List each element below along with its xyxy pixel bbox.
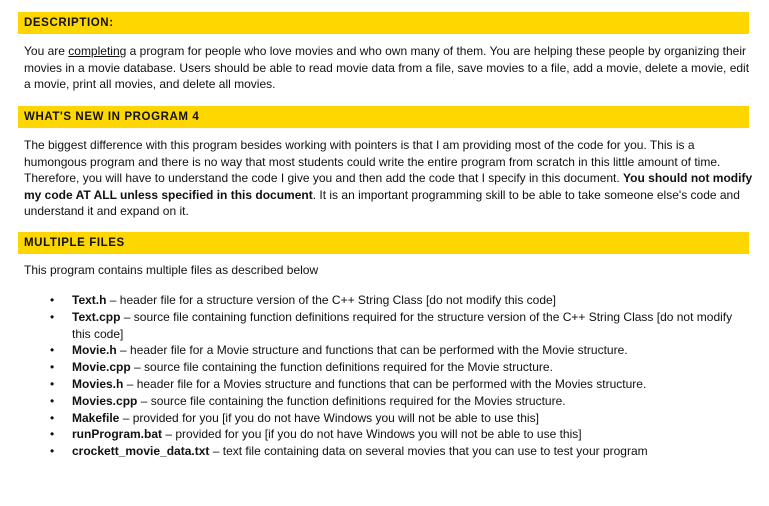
file-description: – source file containing the function definitions required for the Movies structure.	[137, 393, 566, 408]
bullet-icon: •	[50, 293, 55, 307]
whats-new-header: WHAT'S NEW IN PROGRAM 4	[18, 106, 749, 128]
list-item	[50, 292, 750, 309]
file-name: runProgram.bat	[72, 427, 163, 442]
description-text-rest: a program for people who love movies and who own many of them. You are helping these people by organizing their movies in a movie database. Users should be able to read movie data from a file, save movies to a file, add a movie, delete a movie, edit a movie, print all movies, and delete all movies.	[24, 44, 750, 91]
multiple-files-header: MULTIPLE FILES	[18, 232, 749, 254]
description-text-start: You are	[24, 44, 69, 58]
bullet-icon: •	[50, 343, 55, 358]
bullet-icon: •	[50, 309, 55, 324]
whats-new-bold-text: You should not modify my code AT ALL unless specified in this document	[24, 171, 753, 202]
file-name: Movies.cpp	[72, 393, 138, 408]
list-item	[50, 443, 750, 460]
file-description: – source file containing the function definitions required for the Movie structure.	[130, 360, 553, 375]
file-description: – header file for a Movies structure and functions that can be performed with the Movies structure.	[123, 376, 647, 391]
whats-new-paragraph	[24, 137, 754, 220]
list-item	[50, 410, 750, 427]
list-item	[50, 426, 750, 443]
file-description: – provided for you [if you do not have Windows you will not be able to use this]	[162, 427, 582, 442]
bullet-icon: •	[50, 410, 55, 425]
file-description: – header file for a Movie structure and functions that can be performed with the Movie structure.	[116, 343, 628, 358]
file-description: – provided for you [if you do not have Windows you will not be able to use this]	[119, 410, 539, 425]
bullet-icon: •	[50, 427, 55, 442]
file-description: – text file containing data on several movies that you can use to test your program	[209, 444, 648, 459]
list-item	[50, 342, 750, 359]
bullet-icon: •	[50, 360, 55, 375]
list-item	[50, 309, 750, 343]
list-item	[50, 359, 750, 376]
bullet-icon: •	[50, 376, 55, 391]
file-name: Text.cpp	[72, 309, 121, 324]
file-list	[50, 292, 750, 460]
description-header: DESCRIPTION:	[18, 12, 749, 34]
list-item	[50, 393, 750, 410]
list-item	[50, 376, 750, 393]
file-name: Makefile	[72, 410, 120, 425]
bullet-icon: •	[50, 393, 55, 408]
file-description: – source file containing function definitions required for the structure version of the C++ String Class [do not modify this code]	[72, 309, 733, 341]
whats-new-text-rest: . It is an important programming skill to be able to take someone else's code and understand it and expand on it.	[24, 187, 740, 218]
multiple-files-intro: This program contains multiple files as described below	[24, 263, 319, 277]
file-description: – header file for a structure version of the C++ String Class [do not modify this code]	[106, 293, 557, 307]
description-underlined-word: completing	[68, 44, 127, 58]
description-paragraph	[24, 43, 754, 93]
whats-new-text-start: The biggest difference with this program besides working with pointers is that I am providing most of the code for you. This is a humongous program and there is no way that most students could write the entire program from scratch in this little amount of time. Therefore, you will have to understand the code I give you and then add the code that I specify in this document.	[24, 138, 721, 185]
file-name: Text.h	[72, 293, 107, 307]
file-name: Movie.cpp	[72, 360, 131, 375]
bullet-icon: •	[50, 444, 55, 459]
file-name: crockett_movie_data.txt	[72, 444, 210, 459]
file-name: Movies.h	[72, 376, 124, 391]
file-name: Movie.h	[72, 343, 117, 358]
